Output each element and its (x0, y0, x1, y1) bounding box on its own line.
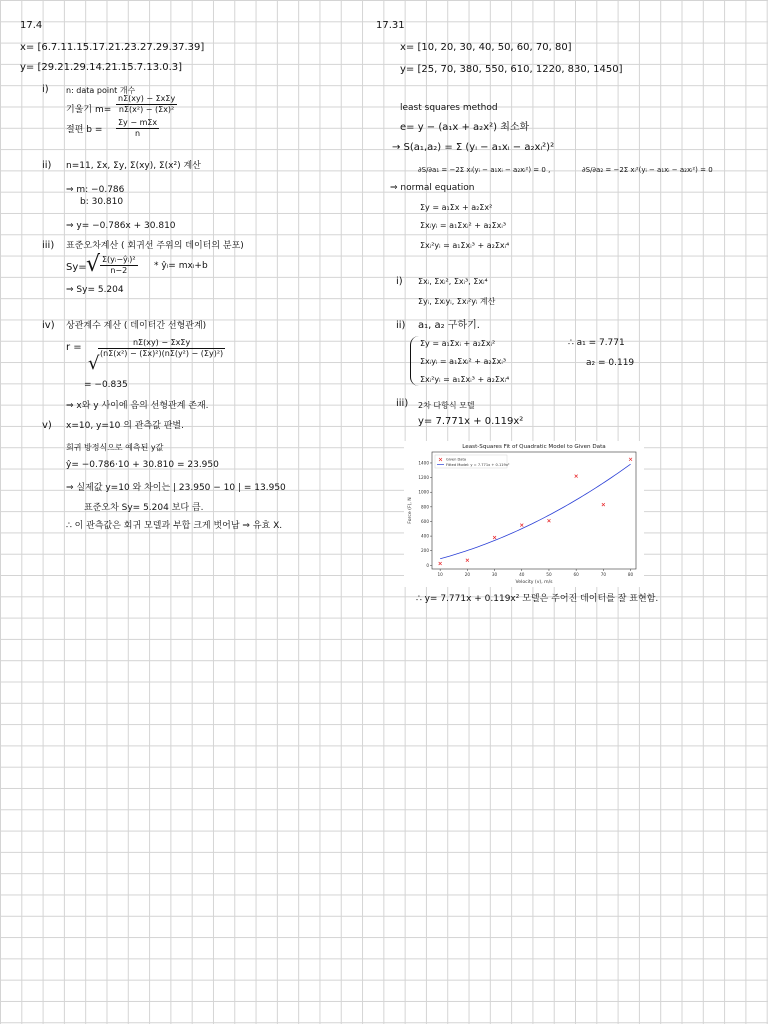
conclusion-line: ∴ 이 관측값은 회귀 모델과 부합 크게 벗어남 ⇒ 유효 X. (66, 521, 283, 531)
std-error-numerator: Σ(yᵢ−ŷᵢ)² (102, 255, 136, 264)
std-error-denominator: n−2 (110, 266, 128, 275)
system-equation: Σxᵢ²yᵢ = a₁Σxᵢ³ + a₂Σxᵢ⁴ (420, 375, 510, 384)
correlation-numerator: nΣ(xy) − ΣxΣy (98, 338, 225, 349)
step-text: x=10, y=10 의 관측값 판별. (66, 421, 184, 431)
coefficient-a2: a₂ = 0.119 (586, 358, 635, 368)
data-point (547, 519, 550, 522)
std-error-label: Sy= (66, 262, 87, 273)
x-tick-label: 20 (464, 572, 471, 577)
step-text: 표준오차계산 ( 회귀선 주위의 데이터의 분포) (66, 241, 244, 251)
note-text: n: data point 개수 (66, 86, 136, 95)
legend-label: Given Data (446, 457, 467, 462)
predicted-value: ŷ= −0.786·10 + 30.810 = 23.950 (66, 460, 219, 470)
step-label: i) (42, 84, 49, 95)
y-tick-label: 1000 (418, 489, 429, 495)
y-tick-label: 1200 (418, 475, 429, 481)
y-tick-label: 1400 (418, 460, 429, 466)
intercept-denominator: n (135, 129, 141, 138)
data-point (439, 562, 442, 565)
x-tick-label: 40 (519, 572, 525, 577)
system-equation: Σy = a₁Σxᵢ + a₂Σxᵢ² (420, 339, 496, 348)
step-text: n=11, Σx, Σy, Σ(xy), Σ(x²) 계산 (66, 161, 201, 171)
x-data-line: x= [10, 20, 30, 40, 50, 60, 70, 80] (400, 42, 572, 53)
y-tick-label: 800 (421, 504, 429, 510)
std-error-fraction (100, 255, 138, 276)
comparison-line: 표준오차 Sy= 5.204 보다 큼. (84, 503, 204, 513)
error-definition: e= y − (a₁x + a₂x²) 최소화 (400, 122, 530, 133)
coefficient-a1: ∴ a₁ = 7.771 (568, 338, 625, 348)
data-point (493, 536, 496, 539)
system-equation: Σxᵢyᵢ = a₁Σxᵢ² + a₂Σxᵢ³ (420, 357, 507, 366)
chart-title: Least-Squares Fit of Quadratic Model to Given Data (462, 444, 606, 450)
regression-equation: ⇒ y= −0.786x + 30.810 (66, 221, 176, 231)
step-label: v) (42, 420, 52, 431)
y-tick-label: 600 (421, 518, 429, 524)
normal-equation: Σxᵢ²yᵢ = a₁Σxᵢ³ + a₂Σxᵢ⁴ (420, 241, 510, 250)
x-tick-label: 50 (546, 572, 552, 577)
step-label: ii) (396, 320, 406, 331)
y-tick-label: 0 (426, 562, 429, 568)
x-axis-label: Velocity (v), m/s (515, 580, 553, 585)
quadratic-fit-chart (404, 441, 644, 587)
y-axis-label: Force (F), N (408, 497, 413, 524)
x-tick-label: 70 (600, 572, 607, 577)
step-label: ii) (42, 160, 52, 171)
partial-derivative-a2: ∂S/∂a₂ = −2Σ xᵢ²(yᵢ − a₁xᵢ − a₂xᵢ²) = 0 (582, 166, 713, 174)
step-text: 상관계수 계산 ( 데이터간 선형관계) (66, 321, 207, 331)
correlation-denominator: (nΣ(x²) − (Σx)²)(nΣ(y²) − (Σy)²) (100, 349, 224, 358)
sqrt-sign: √ (86, 252, 101, 277)
slope-numerator: nΣ(xy) − ΣxΣy (118, 94, 176, 103)
model-equation: y= 7.771x + 0.119x² (418, 416, 524, 427)
plot-frame (432, 452, 636, 569)
y-tick-label: 400 (421, 533, 429, 539)
y-tick-label: 200 (421, 548, 429, 554)
x-tick-label: 80 (627, 572, 634, 577)
objective-function: → S(a₁,a₂) = Σ (yᵢ − a₁xᵢ − a₂xᵢ²)² (392, 142, 555, 153)
normal-equation-title: ⇒ normal equation (390, 183, 475, 193)
correlation-fraction (98, 338, 225, 359)
slope-result: ⇒ m: −0.786 (66, 185, 125, 195)
system-bracket (410, 336, 419, 386)
sum-list: Σyᵢ, Σxᵢyᵢ, Σxᵢ²yᵢ 계산 (418, 297, 496, 306)
sqrt-sign: √ (88, 353, 100, 374)
x-tick-label: 10 (437, 572, 443, 577)
data-point (575, 475, 578, 478)
correlation-value: = −0.835 (84, 380, 128, 390)
x-data-line: x= [6.7.11.15.17.21.23.27.29.37.39] (20, 42, 205, 53)
data-point (602, 503, 605, 506)
x-tick-label: 30 (491, 572, 498, 577)
intercept-result: b: 30.810 (80, 197, 124, 207)
slope-label: 기울기 m= (66, 105, 112, 115)
intercept-numerator: Σy − mΣx (118, 118, 158, 127)
step-label: iii) (396, 398, 409, 409)
correlation-note: ⇒ x와 y 사이에 음의 선형관계 존재. (66, 401, 209, 411)
legend-label: Fitted Model: y = 7.771x + 0.119x² (446, 462, 510, 467)
step-label: iv) (42, 320, 55, 331)
slope-denominator: nΣ(x²) − (Σx)² (118, 105, 175, 114)
std-error-result: ⇒ Sy= 5.204 (66, 285, 124, 295)
prediction-formula: * ŷᵢ= mxᵢ+b (154, 261, 208, 271)
y-data-line: y= [29.21.29.14.21.15.7.13.0.3] (20, 62, 183, 73)
step-label: iii) (42, 240, 55, 251)
normal-equation: Σy = a₁Σx + a₂Σx² (420, 203, 493, 212)
residual-line: ⇒ 실제값 y=10 와 차이는 | 23.950 − 10 | = 13.950 (66, 483, 286, 493)
partial-derivative-a1: ∂S/∂a₁ = −2Σ xᵢ(yᵢ − a₁xᵢ − a₂xᵢ²) = 0 , (418, 166, 551, 174)
intercept-fraction (116, 118, 159, 139)
method-title: least squares method (400, 103, 498, 113)
intercept-label: 절편 b = (66, 125, 103, 135)
problem-header-left: 17.4 (20, 20, 43, 31)
data-point (466, 559, 469, 562)
step-text: 2차 다항식 모델 (418, 401, 475, 410)
data-point (629, 458, 632, 461)
step-text: a₁, a₂ 구하기. (418, 320, 480, 331)
y-data-line: y= [25, 70, 380, 550, 610, 1220, 830, 1450] (400, 64, 623, 75)
sum-list: Σxᵢ, Σxᵢ², Σxᵢ³, Σxᵢ⁴ (418, 277, 488, 286)
slope-fraction (116, 94, 177, 115)
problem-header-right: 17.31 (376, 20, 405, 31)
fitted-curve (440, 464, 630, 559)
correlation-label: r = (66, 342, 82, 353)
final-conclusion: ∴ y= 7.771x + 0.119x² 모델은 주어진 데이터를 잘 표현함. (416, 594, 659, 604)
step-subtext: 회귀 방정식으로 예측된 y값 (66, 443, 164, 452)
data-point (520, 524, 523, 527)
normal-equation: Σxᵢyᵢ = a₁Σxᵢ² + a₂Σxᵢ³ (420, 221, 507, 230)
x-tick-label: 60 (573, 572, 579, 577)
step-label: i) (396, 276, 403, 287)
chart-svg (404, 441, 644, 587)
